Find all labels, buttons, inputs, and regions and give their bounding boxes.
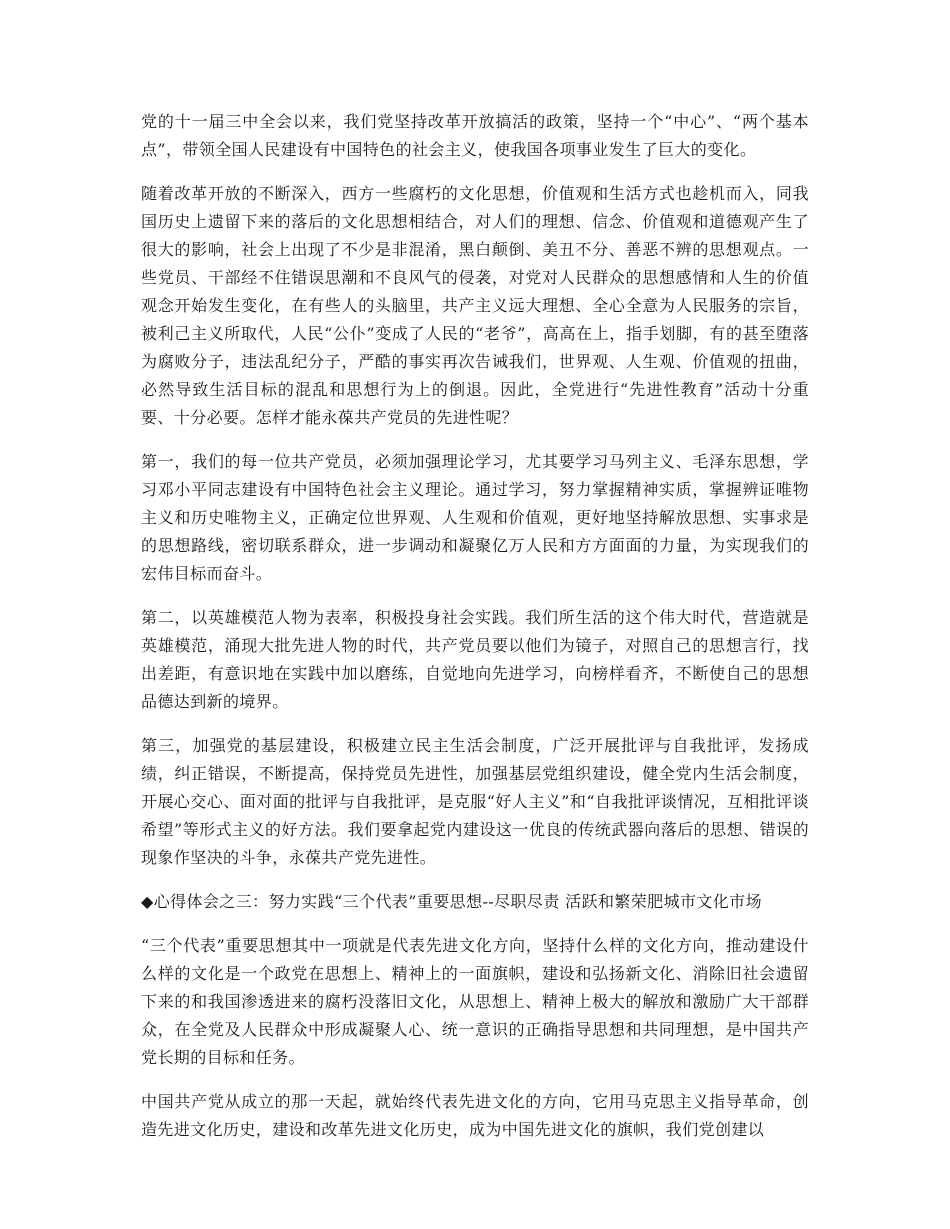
- paragraph-three-represents: “三个代表”重要思想其中一项就是代表先进文化方向，坚持什么样的文化方向，推动建设什么样的文化是一个政党在思想上、精神上的一面旗帜，建设和弘扬新文化、消除旧社会遗留下来的和我国渗透进来的腐朽没落旧文化，从思想上、精神上极大的解放和激励广大干部群众，在全党及人民群众中形成凝聚人心、统一意识的正确指导思想和共同理想，是中国共产党长期的目标和任务。: [141, 936, 809, 1067]
- section-heading: ◆心得体会之三：努力实践“三个代表”重要思想--尽职尽责 活跃和繁荣肥城市文化市场: [141, 892, 762, 911]
- document-body: [141, 108, 809, 1160]
- paragraph-intro: 党的十一届三中全会以来，我们党坚持改革开放搞活的政策，坚持一个“中心”、“两个基本点”，带领全国人民建设有中国特色的社会主义，使我国各项事业发生了巨大的变化。: [141, 112, 809, 159]
- paragraph-point-three: 第三，加强党的基层建设，积极建立民主生活会制度，广泛开展批评与自我批评，发扬成绩，纠正错误，不断提高，保持党员先进性，加强基层党组织建设，健全党内生活会制度，开展心交心、面对面的批评与自我批评，是克服“好人主义”和“自我批评谈情况，互相批评谈希望”等形式主义的好方法。我们要拿起党内建设这一优良的传统武器向落后的思想、错误的现象作坚决的斗争，永葆共产党先进性。: [141, 736, 809, 867]
- paragraph-point-one: 第一，我们的每一位共产党员，必须加强理论学习，尤其要学习马列主义、毛泽东思想，学习邓小平同志建设有中国特色社会主义理论。通过学习，努力掌握精神实质，掌握辨证唯物主义和历史唯物主义，正确定位世界观、人生观和价值观，更好地坚持解放思想、实事求是的思想路线，密切联系群众，进一步调动和凝聚亿万人民和方方面面的力量，为实现我们的宏伟目标而奋斗。: [141, 452, 809, 583]
- paragraph-point-two: 第二，以英雄模范人物为表率，积极投身社会实践。我们所生活的这个伟大时代，营造就是英雄模范，涌现大批先进人物的时代，共产党员要以他们为镜子，对照自己的思想言行，找出差距，有意识地在实践中加以磨练，自觉地向先进学习，向榜样看齐，不断使自己的思想品德达到新的境界。: [141, 608, 809, 711]
- paragraph-background: 随着改革开放的不断深入，西方一些腐朽的文化思想，价值观和生活方式也趁机而入，同我国历史上遗留下来的落后的文化思想相结合，对人们的理想、信念、价值观和道德观产生了很大的影响，社会上出现了不少是非混淆，黑白颠倒、美丑不分、善恶不辨的思想观点。一些党员、干部经不住错误思潮和不良风气的侵袭，对党对人民群众的思想感情和人生的价值观念开始发生变化，在有些人的头脑里，共产主义远大理想、全心全意为人民服务的宗旨，被利己主义所取代，人民“公仆”变成了人民的“老爷”，高高在上，指手划脚，有的甚至堕落为腐败分子，违法乱纪分子，严酷的事实再次告诫我们，世界观、人生观、价值观的扭曲，必然导致生活目标的混乱和思想行为上的倒退。因此，全党进行“先进性教育”活动十分重要、十分必要。怎样才能永葆共产党员的先进性呢？: [141, 184, 809, 427]
- paragraph-party-history: 中国共产党从成立的那一天起，就始终代表先进文化的方向，它用马克思主义指导革命，创造先进文化历史，建设和改革先进文化历史，成为中国先进文化的旗帜，我们党创建以: [141, 1092, 809, 1139]
